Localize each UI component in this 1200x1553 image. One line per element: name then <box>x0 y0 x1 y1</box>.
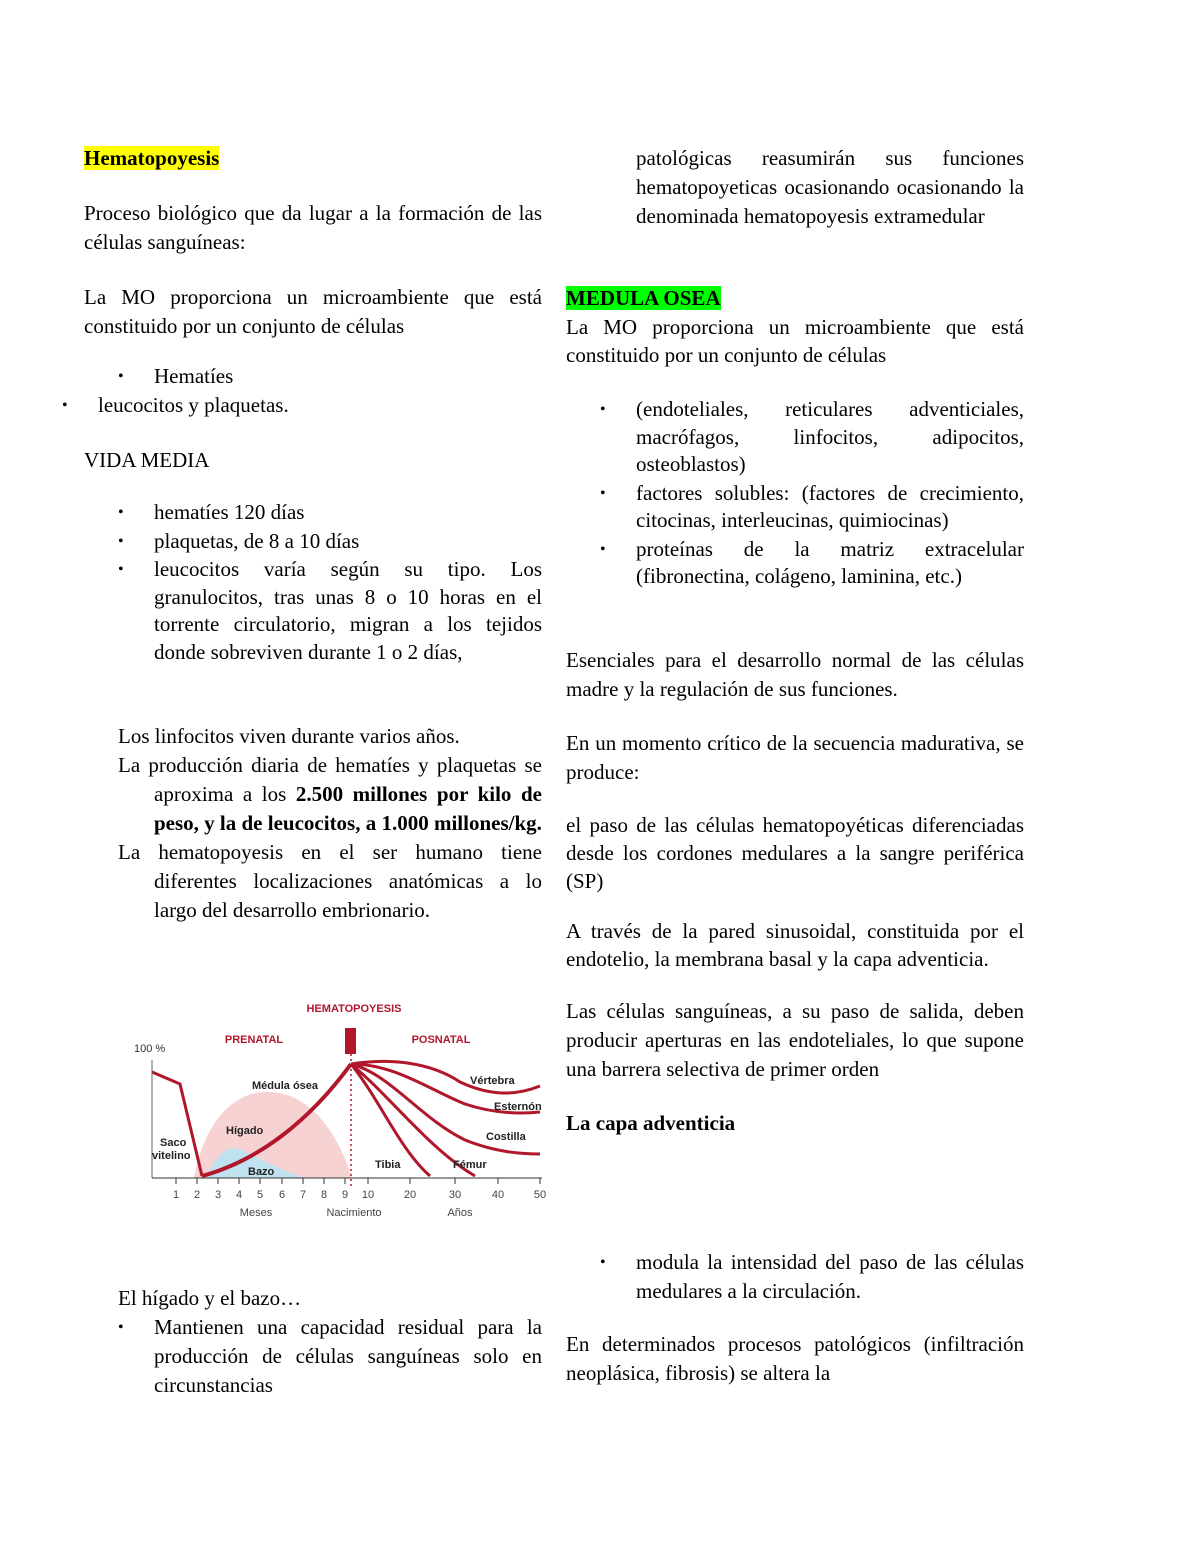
list-item: • modula la intensidad del paso de las células medulares a la circulación. <box>600 1250 1024 1303</box>
paso-paragraph: el paso de las células hematopoyéticas diferenciadas desde los cordones medulares a la sangre periférica (SP) <box>566 813 1024 893</box>
label-esternon: Esternón <box>494 1101 542 1113</box>
label-saco-1: Saco <box>160 1137 187 1149</box>
x-tick-label: 2 <box>193 1189 201 1201</box>
right-bottom <box>566 1330 1024 1388</box>
x-tick-label: 40 <box>491 1189 505 1201</box>
continuation-paragraph: patológicas reasumirán sus funciones hematopoyeticas ocasionando ocasionando la denominada hematopoyesis extramedular <box>636 146 1024 228</box>
medula-section <box>566 284 1024 369</box>
x-tick-label: 4 <box>235 1189 243 1201</box>
x-tick-label: 9 <box>341 1189 349 1201</box>
capa-title: La capa adventicia <box>566 1111 736 1135</box>
vida-media-section <box>84 446 542 499</box>
chart-title: HEMATOPOYESIS <box>306 1003 402 1015</box>
label-higado: Hígado <box>226 1125 264 1137</box>
x-tick-label: 30 <box>448 1189 462 1201</box>
critico-paragraph: En un momento crítico de la secuencia madurativa, se produce: <box>566 731 1024 784</box>
left-bottom <box>118 1284 542 1400</box>
phase-posnatal: POSNATAL <box>411 1034 471 1046</box>
x-tick-label: 3 <box>214 1189 222 1201</box>
label-costilla: Costilla <box>486 1131 526 1143</box>
produccion-bold: 2.500 millones por kilo de peso, y la de leucocitos, a 1.000 millones/kg. <box>154 782 542 835</box>
label-medula: Médula ósea <box>252 1080 319 1092</box>
list-item: • hematíes 120 días <box>118 498 542 527</box>
x-tick-label: 6 <box>278 1189 286 1201</box>
label-saco-2: vitelino <box>152 1150 191 1162</box>
list-item: • leucocitos y plaquetas. <box>60 391 540 420</box>
bullet-icon: • <box>118 368 124 385</box>
bullet-icon: • <box>600 401 606 418</box>
left-body <box>118 722 542 925</box>
y-axis-label: 100 % <box>134 1043 166 1055</box>
birth-marker <box>345 1028 356 1054</box>
mo-intro-right: La MO proporciona un microambiente que está constituido por un conjunto de células <box>566 315 1024 367</box>
linfocitos-paragraph: Los linfocitos viven durante varios años. <box>118 724 460 748</box>
bullet-icon: • <box>62 397 68 414</box>
patologicos-paragraph: En determinados procesos patológicos (infiltración neoplásica, fibrosis) se altera la <box>566 1332 1024 1385</box>
vida-media-title: VIDA MEDIA <box>84 448 210 472</box>
x-tick-label: 5 <box>256 1189 264 1201</box>
xlabel-anos: Años <box>447 1207 473 1219</box>
list-item: • Hematíes <box>60 362 540 391</box>
capa-list <box>600 1248 1024 1306</box>
xlabel-meses: Meses <box>239 1207 273 1219</box>
higado-paragraph: El hígado y el bazo… <box>118 1286 302 1310</box>
x-tick-label: 1 <box>172 1189 180 1201</box>
localizaciones-paragraph: La hematopoyesis en el ser humano tiene diferentes localizaciones anatómicas a lo largo del desarrollo embrionario. <box>118 840 542 922</box>
list-item: • (endoteliales, reticulares adventiciales, macrófagos, linfocitos, adipocitos, osteoblastos) <box>600 397 1024 476</box>
definition-paragraph: Proceso biológico que da lugar a la formación de las células sanguíneas: <box>84 201 542 254</box>
produccion-paragraph: La producción diaria de hematíes y plaquetas se aproxima a los 2.500 millones por kilo de peso, y la de leucocitos, a 1.000 millones/kg. <box>118 753 542 835</box>
bullet-icon: • <box>118 561 124 578</box>
label-femur: Fémur <box>453 1159 487 1171</box>
xlabel-nacimiento: Nacimiento <box>326 1207 382 1219</box>
bullet-icon: • <box>600 540 606 558</box>
esenciales-paragraph: Esenciales para el desarrollo normal de las células madre y la regulación de sus funciones. <box>566 648 1024 701</box>
list-item: • Mantienen una capacidad residual para la producción de células sanguíneas solo en circunstancias <box>118 1315 542 1397</box>
salida-paragraph: Las células sanguíneas, a su paso de salida, deben producir aperturas en las endoteliales, lo que supone una barrera selectiva de primer orden <box>566 999 1024 1081</box>
x-tick-label: 7 <box>299 1189 307 1201</box>
list-item: • leucocitos varía según su tipo. Los granulocitos, tras unas 8 o 10 horas en el torrente circulatorio, migran a los tejidos donde sobreviven durante 1 o 2 días, <box>118 557 542 664</box>
x-tick-label: 20 <box>403 1189 417 1201</box>
mo-intro-paragraph: La MO proporciona un microambiente que está constituido por un conjunto de células <box>84 285 542 338</box>
bullet-icon: • <box>118 1319 124 1336</box>
bullet-icon: • <box>118 533 124 550</box>
label-tibia: Tibia <box>375 1159 401 1171</box>
bullet-icon: • <box>118 504 124 521</box>
label-bazo: Bazo <box>248 1166 275 1178</box>
left-column <box>84 144 542 363</box>
x-tick-label: 8 <box>320 1189 328 1201</box>
right-continuation <box>636 144 1024 231</box>
hematopoyesis-chart <box>130 1000 550 1225</box>
list-item: • plaquetas, de 8 a 10 días <box>118 527 542 556</box>
bullet-icon: • <box>600 484 606 502</box>
vida-media-list <box>118 498 542 666</box>
right-body <box>566 646 1024 1160</box>
cells-list <box>60 362 540 420</box>
bullet-icon: • <box>600 1254 606 1271</box>
section-title-hematopoyesis: Hematopoyesis <box>84 146 220 170</box>
section-title-medula: MEDULA OSEA <box>566 286 721 310</box>
x-tick-label: 50 <box>533 1189 547 1201</box>
mo-items-list <box>600 396 1024 591</box>
pared-paragraph: A través de la pared sinusoidal, constituida por el endotelio, la membrana basal y la capa adventicia. <box>566 919 1024 971</box>
label-vertebra: Vértebra <box>470 1075 515 1087</box>
phase-prenatal: PRENATAL <box>224 1034 284 1046</box>
list-item: • proteínas de la matriz extracelular (fibronectina, colágeno, laminina, etc.) <box>600 536 1024 588</box>
x-tick-label: 10 <box>361 1189 375 1201</box>
list-item: • factores solubles: (factores de crecimiento, citocinas, interleucinas, quimiocinas) <box>600 480 1024 532</box>
